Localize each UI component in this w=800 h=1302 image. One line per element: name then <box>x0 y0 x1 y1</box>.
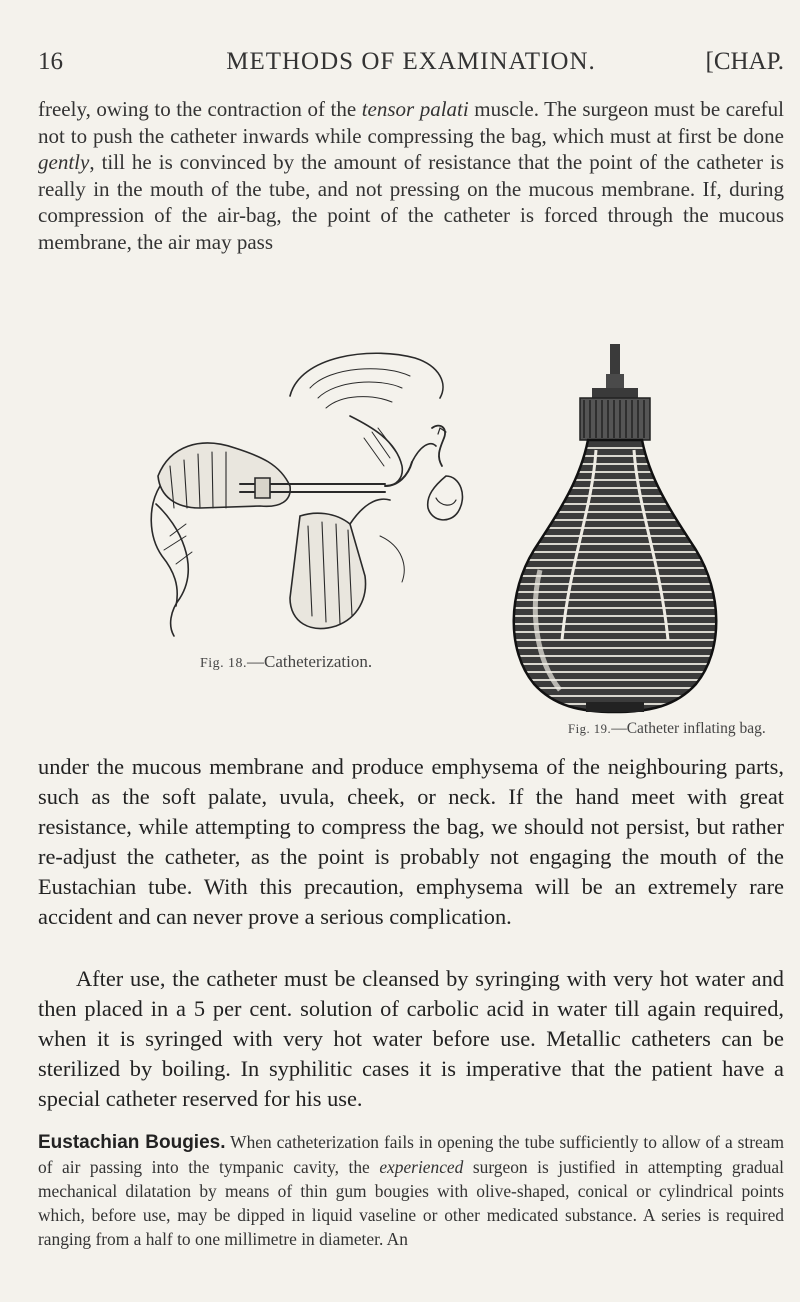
figure-18-catheterization-illustration <box>140 336 470 646</box>
section-heading-eustachian-bougies: Eustachian Bougies. <box>38 1132 226 1153</box>
figure-19-caption <box>568 720 766 738</box>
paragraph-3: After use, the catheter must be cleansed by syringing with very hot water and then placed in a 5 per cent. solution of carbolic acid in water till again required, when it is syringed with very hot water before use. Metallic catheters can be sterilized by boiling. In syphilitic cases it is imperative that the patient have a special catheter reserved for his use. <box>38 966 784 1111</box>
gently-italic: gently <box>38 150 90 175</box>
figure-18-label: Fig. 18. <box>200 656 247 671</box>
figure-18-caption <box>200 652 372 672</box>
experienced-italic: experienced <box>379 1157 464 1177</box>
figure-18-caption-text: —Catheterization. <box>246 652 373 671</box>
running-header <box>38 48 784 84</box>
figure-19-inflating-bag-illustration <box>500 340 730 720</box>
figure-19-label: Fig. 19. <box>568 722 612 736</box>
paragraph-eustachian-bougies: Eustachian Bougies. When catheterization fails in opening the tube sufficiently to allow of a stream of air passing into the tympanic cavity, the experienced surgeon is justified in attempting gradual mechanical dilatation by means of thin gum bougies with olive-shaped, conical or cylindrical points which, before use, may be dipped in liquid vaseline or other medicated substance. A series is required ranging from a half to one millimetre in diameter. An <box>38 1132 784 1249</box>
paragraph-2: under the mucous membrane and produce emphysema of the neighbouring parts, such as the soft palate, uvula, cheek, or neck. If the hand meet with great resistance, while attempting to compress the bag, we should not persist, but rather re-adjust the catheter, as the point is probably not engaging the mouth of the Eustachian tube. With this precaution, emphysema will be an extremely rare accident and can never prove a serious complication. <box>38 754 784 929</box>
paragraph-1: freely, owing to the contraction of the tensor palati muscle. The surgeon must be careful not to push the catheter inwards while compressing the bag, which must at first be done gently, till he is convinced by the amount of resistance that the point of the catheter is really in the mouth of the tube, and not pressing on the mucous membrane. If, during compression of the air-bag, the point of the catheter is forced through the mucous membrane, the air may pass <box>38 97 784 254</box>
tensor-palati-italic: tensor palati <box>361 97 469 121</box>
figure-19-caption-text: —Catheter inflating bag. <box>611 720 766 737</box>
chapter-marker: [CHAP. <box>705 48 784 75</box>
running-title: METHODS OF EXAMINATION. <box>226 48 596 75</box>
page-number: 16 <box>38 48 63 75</box>
